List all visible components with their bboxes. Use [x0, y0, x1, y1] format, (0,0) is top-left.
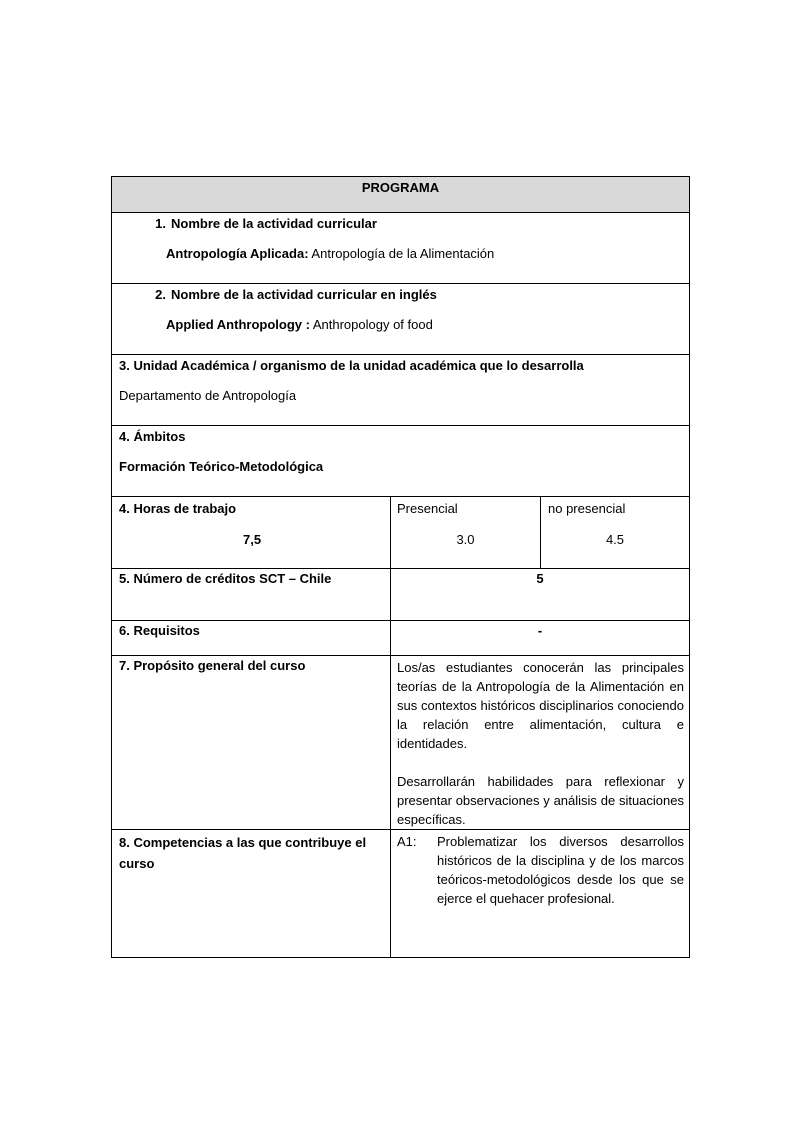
credits-label-cell — [112, 569, 391, 621]
competency-text: Problematizar los diversos desarrollos históricos de la disciplina y de los marcos teóricos-metodológicos desde los que se ejerce el quehacer profesional. — [437, 834, 684, 906]
section-1-number: 1. — [155, 216, 166, 231]
program-title: PROGRAMA — [361, 180, 440, 195]
section-4-value: Formación Teórico-Metodológica — [119, 459, 324, 474]
program-header — [112, 177, 690, 213]
purpose-label: 7. Propósito general del curso — [119, 658, 306, 673]
purpose-value-cell — [391, 656, 690, 830]
competencies-value-cell — [391, 830, 690, 958]
section-3-value: Departamento de Antropología — [119, 388, 297, 403]
program-table — [111, 176, 690, 958]
competencies-label-cell — [112, 830, 391, 958]
purpose-label-cell — [112, 656, 391, 830]
requirements-label: 6. Requisitos — [119, 623, 200, 638]
section-2-number: 2. — [155, 287, 166, 302]
credits-value: 5 — [536, 571, 544, 586]
section-2-value: Anthropology of food — [309, 317, 433, 332]
no-presencial-cell — [541, 497, 690, 569]
section-3-label: 3. Unidad Académica / organismo de la unidad académica que lo desarrolla — [119, 358, 584, 373]
section-1-value-bold: Antropología Aplicada: — [166, 246, 309, 261]
section-3-cell — [112, 355, 690, 426]
purpose-paragraph-1: Los/as estudiantes conocerán las principales teorías de la Antropología de la Alimentación en sus contextos históricos disciplinarios conociendo la relación entre alimentación, cultura e identidades. — [397, 660, 684, 751]
no-presencial-value: 4.5 — [605, 532, 625, 547]
section-1-value: Antropología de la Alimentación — [308, 246, 495, 261]
hours-total: 7,5 — [243, 532, 262, 547]
section-2-label: Nombre de la actividad curricular en inglés — [171, 287, 437, 302]
requirements-value: - — [537, 623, 543, 638]
credits-value-cell — [391, 569, 690, 621]
no-presencial-label: no presencial — [548, 501, 626, 516]
section-4-cell — [112, 426, 690, 497]
requirements-label-cell — [112, 621, 391, 656]
requirements-value-cell — [391, 621, 690, 656]
section-1-cell — [112, 213, 690, 284]
hours-cell — [112, 497, 391, 569]
presencial-label: Presencial — [397, 501, 458, 516]
section-2-cell — [112, 284, 690, 355]
hours-label: 4. Horas de trabajo — [119, 501, 237, 516]
section-2-value-bold: Applied Anthropology : — [166, 317, 310, 332]
competency-code: A1: — [397, 834, 417, 849]
presencial-cell — [391, 497, 541, 569]
purpose-paragraph-2: Desarrollarán habilidades para reflexionar y presentar observaciones y análisis de situaciones específicas. — [397, 774, 684, 827]
competencies-label: 8. Competencias a las que contribuye el curso — [119, 835, 367, 871]
section-4-label: 4. Ámbitos — [119, 429, 186, 444]
credits-label: 5. Número de créditos SCT – Chile — [119, 571, 332, 586]
section-1-label: Nombre de la actividad curricular — [171, 216, 377, 231]
presencial-value: 3.0 — [456, 532, 475, 547]
